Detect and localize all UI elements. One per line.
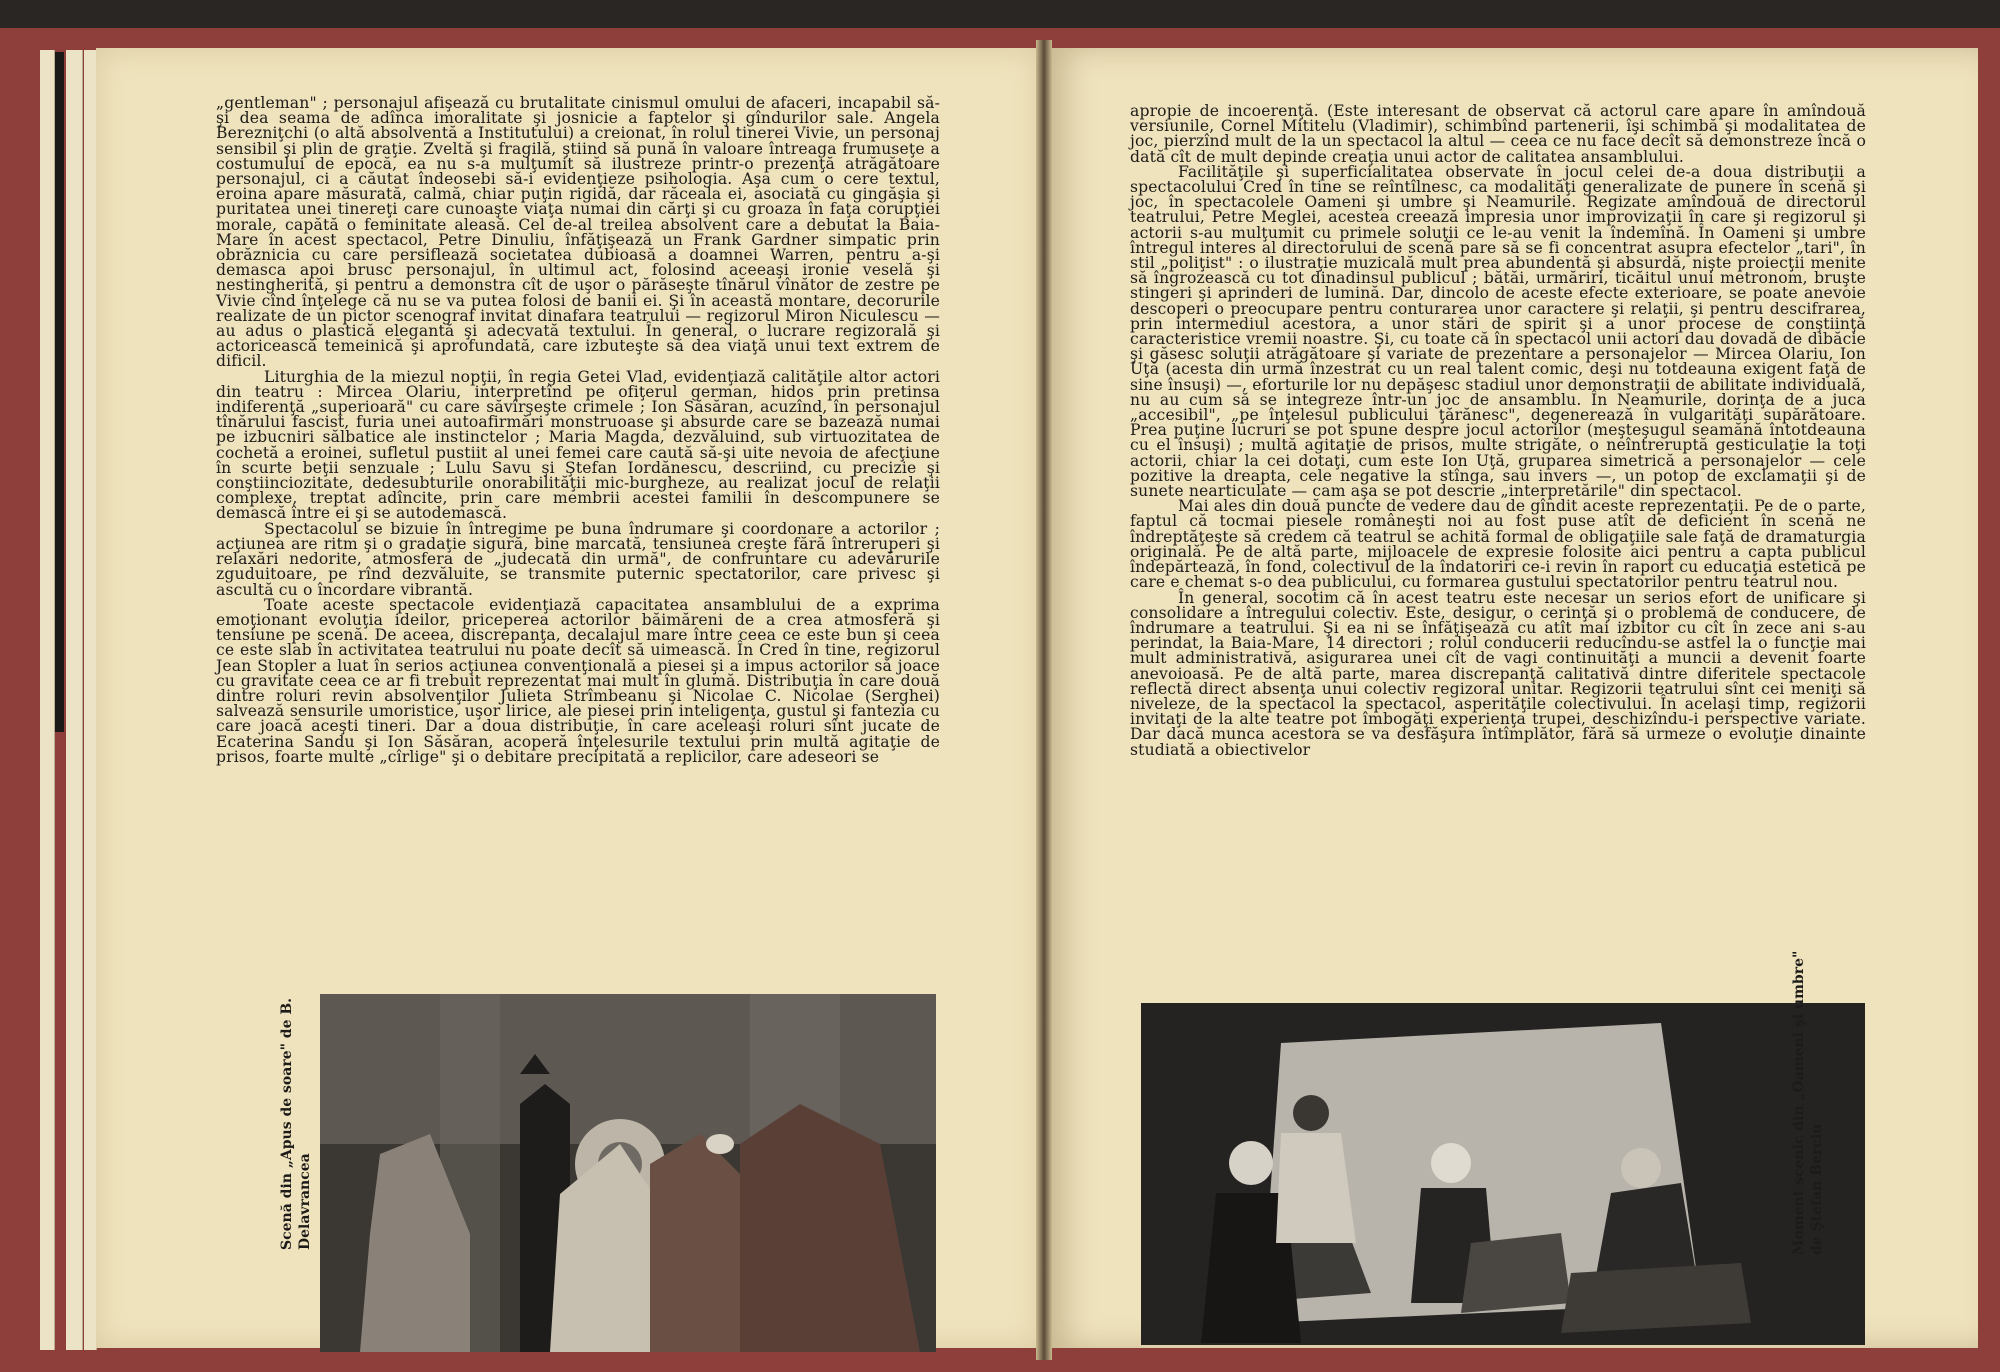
page-stack-edge xyxy=(40,50,55,1350)
paragraph: În general, socotim că în acest teatru este necesar un serios efort de unificare şi consolidare a întregului colectiv. Este, desigur, o cerinţă şi o problemă de conducere, de îndrumare a teatrului. Şi ea ni se înfăţişează cu atît mai izbitor cu cît în zece ani s-au perindat, la Baia-Mare, 14 directori ; rolul conducerii reducîndu-se astfel la o funcţie mai mult administrativă, asigurarea unei cît de vagi continuităţi a muncii a devenit foarte anevoioasă. Pe de altă parte, marea discrepanţă calitativă dintre diferitele spectacole reflectă direct absenţa unui colectiv regizoral unitar. Regizorii teatrului sînt cei meniţi să niveleze, de la spectacol la spectacol, asperităţile colectivului. În acelaşi timp, regizorii invitaţi de la alte teatre pot îmbogăţi experienţa trupei, deschizîndu-i perspective variate. Dar dacă munca acestora se va desfăşura întîmplător, fără să urmeze o evoluţie dinainte studiată a obiectivelor xyxy=(1130,588,1866,759)
page-stack-edge xyxy=(66,50,83,1350)
paragraph: „gentleman" ; personajul afişează cu brutalitate cinismul omului de afaceri, incapabil să-şi dea seama de adînca imoralitate şi josnicie a faptelor şi gîndurilor sale. Angela Berezniţchi (o altă absolventă a Institutului) a creionat, în rolul tinerei Vivie, un personaj sensibil şi plin de graţie. Zveltă şi fragilă, ştiind să pună în valoare întreaga frumuseţe a costumului de epocă, ea nu s-a mulţumit să ilustreze printr-o prezenţă atrăgătoare personajul, ci a căutat îndeosebi să-i evidenţieze psihologia. Aşa cum o cere textul, eroina apare măsurată, calmă, chiar puţin rigidă, dar răceala ei, asociată cu gingăşia şi puritatea unei tinereţi care cunoaşte viaţa numai din cărţi şi cu groaza în faţa corupţiei morale, capătă o feminitate aleasă. Cel de-al treilea absolvent care a debutat la Baia-Mare în acest spectacol, Petre Dinuliu, înfăţişează un Frank Gardner simpatic prin obrăznicia cu care persiflează societatea dubioasă a doamnei Warren, pentru a-şi demasca apoi brusc personajul, în ultimul act, folosind aceeaşi ironie veselă şi nestingherită, şi pentru a demonstra cît de uşor o părăseşte tînărul vînător de zestre pe Vivie cînd înţelege că nu se va putea folosi de banii ei. Şi în această montare, decorurile realizate de un pictor scenograf invitat dinafara teatrului — regizorul Miron Niculescu — au adus o plastică elegantă şi adecvată textului. În general, o lucrare regizorală şi actoricească temeinică şi aprofundată, care izbuteşte să dea viaţă unui text extrem de dificil. xyxy=(216,94,940,371)
caption-line: Moment scenic din „Oameni şi umbre" xyxy=(1791,950,1807,1255)
right-page-text xyxy=(1130,104,1866,758)
paragraph: Toate aceste spectacole evidenţiază capacitatea ansamblului de a exprima emoţionant evoluţia ideilor, priceperea actorilor băimăreni de a crea atmosferă şi tensiune pe scenă. De aceea, discrepanţa, decalajul mare între ceea ce este bun şi ceea ce este slab în activitatea teatrului nu poate decît să uimească. În Cred în tine, regizorul Jean Stopler a luat în serios acţiunea convenţională a piesei şi a impus actorilor să joace cu gravitate ceea ce ar fi trebuit reprezentat mai mult în glumă. Distribuţia în care două dintre roluri revin absolvenţilor Julieta Strîmbeanu şi Nicolae C. Nicolae (Serghei) salvează sensurile umoristice, uşor lirice, ale piesei prin inteligenţa, gustul şi fantezia cu care joacă aceşti tineri. Dar a doua distribuţie, în care aceleaşi roluri sînt jucate de Ecaterina Sandu şi Ion Săsăran, acoperă înţelesurile textului prin multă agitaţie de prisos, foarte multe „cîrlige" şi o debitare precipitată a replicilor, care adeseori se xyxy=(216,595,940,766)
paragraph: Liturghia de la miezul nopţii, în regia Getei Vlad, evidenţiază calităţile altor actori din teatru : Mircea Olariu, interpretînd pe ofiţerul german, hidos prin pretinsa indiferenţă „superioară" cu care săvîrşeşte crimele ; Ion Săsăran, acuzînd, în personajul tînărului fascist, furia unei autoafirmări monstruoase şi absurde care se bazează numai pe izbucniri sălbatice ale instinctelor ; Maria Magda, dezvăluind, sub virtuozitatea de cochetă a eroinei, sufletul pustiit al unei femei care caută să-şi uite nevoia de afecţiune în scurte beţii senzuale ; Lulu Savu şi Ştefan Iordănescu, descriind, cu precizie şi conştiinciozitate, dedesubturile onorabilităţii mic-burgheze, au realizat jocul de relaţii complexe, treptat adîncite, prin care membrii acestei familii în descompunere se demască între ei şi se autodemască. xyxy=(216,367,940,523)
caption-line: de Ştefan Berciu xyxy=(1809,1123,1825,1255)
caption-line: Scenă din „Apus de soare" de B. xyxy=(279,997,295,1250)
caption-line: Delavrancea xyxy=(297,1153,313,1250)
paragraph: apropie de incoerenţă. (Este interesant de observat că actorul care apare în amîndouă versiunile, Cornel Mititelu (Vladimir), schimbînd partenerii, îşi schimbă şi modalitatea de joc, pierzînd mult de la un spectacol la altul — ceea ce nu face decît să demonstreze încă o dată cît de mult depinde creaţia unui actor de calitatea ansamblului. xyxy=(1130,102,1866,166)
book-gutter xyxy=(1036,40,1052,1360)
stage-photo-oameni-si-umbre xyxy=(1141,1003,1865,1345)
left-page-text xyxy=(216,96,940,765)
paragraph: Spectacolul se bizuie în întregime pe buna îndrumare şi coordonare a actorilor ; acţiunea are ritm şi o gradaţie sigură, bine marcată, tensiunea creşte fără întreruperi şi relaxări nedorite, atmosfera de „judecată din urmă", de confruntare cu adevărurile zguduitoare, pe rînd dezvăluite, se transmite puternic spectatorilor, care privesc şi ascultă cu o încordare vibrantă. xyxy=(216,519,940,599)
photo-caption-right xyxy=(1790,951,1826,1255)
photo-caption-left xyxy=(278,998,314,1250)
stage-photo-apus-de-soare xyxy=(320,994,936,1352)
paragraph: Mai ales din două puncte de vedere dau de gîndit aceste reprezentaţii. Pe de o parte, faptul că tocmai piesele româneşti noi au fost puse atît de deficient în scenă ne îndreptăţeşte să credem că teatrul se achită formal de obligaţiile sale faţă de dramaturgia originală. Pe de altă parte, mijloacele de expresie folosite aici pentru a capta publicul îndepărtează, în fond, colectivul de la îndatoriri ce-i revin în raport cu educaţia estetică pe care e chemat s-o dea publicului, cu formarea gustului spectatorilor pentru teatrul nou. xyxy=(1130,497,1866,592)
paragraph: Facilităţile şi superficialitatea observate în jocul celei de-a doua distribuţii a spectacolului Cred în tine se reîntîlnesc, ca modalităţi generalizate de punere în scenă şi joc, în spectacolele Oameni şi umbre şi Neamurile. Regizate amîndouă de directorul teatrului, Petre Meglei, acestea creează impresia unor improvizaţii în care şi regizorul şi actorii s-au mulţumit cu primele soluţii ce le-au venit la îndemînă. În Oameni şi umbre întregul interes al directorului de scenă pare să se fi concentrat asupra efectelor „tari", în stil „poliţist" : o ilustraţie muzicală mult prea abundentă şi absurdă, nişte proiecţii menite să îngrozească cu tot dinadinsul publicul ; bătăi, urmăriri, ticăitul unui metronom, bruşte stingeri şi aprinderi de lumină. Dar, dincolo de aceste efecte exterioare, se poate anevoie descoperi o preocupare pentru conturarea unor caractere şi relaţii, şi pentru descifrarea, prin intermediul acestora, a unor stări de spirit şi a unor procese de conştiinţă caracteristice vremii noastre. Şi, cu toate că în spectacol unii actori dau dovadă de dibăcie şi găsesc soluţii atrăgătoare şi variate de prezentare a personajelor — Mircea Olariu, Ion Uţă (acesta din urmă înzestrat cu un real talent comic, deşi nu totdeauna exigent faţă de sine însuşi) —, eforturile lor nu depăşesc stadiul unor demonstraţii de abilitate individuală, nu au cum să se integreze într-un joc de ansamblu. În Neamurile, dorinţa de a juca „accesibil", „pe înţelesul publicului ţărănesc", degenerează în vulgarităţi supărătoare. Prea puţine lucruri se pot spune despre jocul actorilor (meşteşugul seamănă întotdeauna cu el însuşi) ; multă agitaţie de prisos, multe strigăte, o neîntreruptă gesticulaţie la toţi actorii, chiar la cei dotaţi, cum este Ion Uţă, gruparea simetrică a personajelor — cele pozitive la dreapta, cele negative la stînga, sau invers —, un potop de exclamaţii şi de sunete nearticulate — cam aşa se pot descrie „interpretările" din spectacol. xyxy=(1130,162,1866,501)
